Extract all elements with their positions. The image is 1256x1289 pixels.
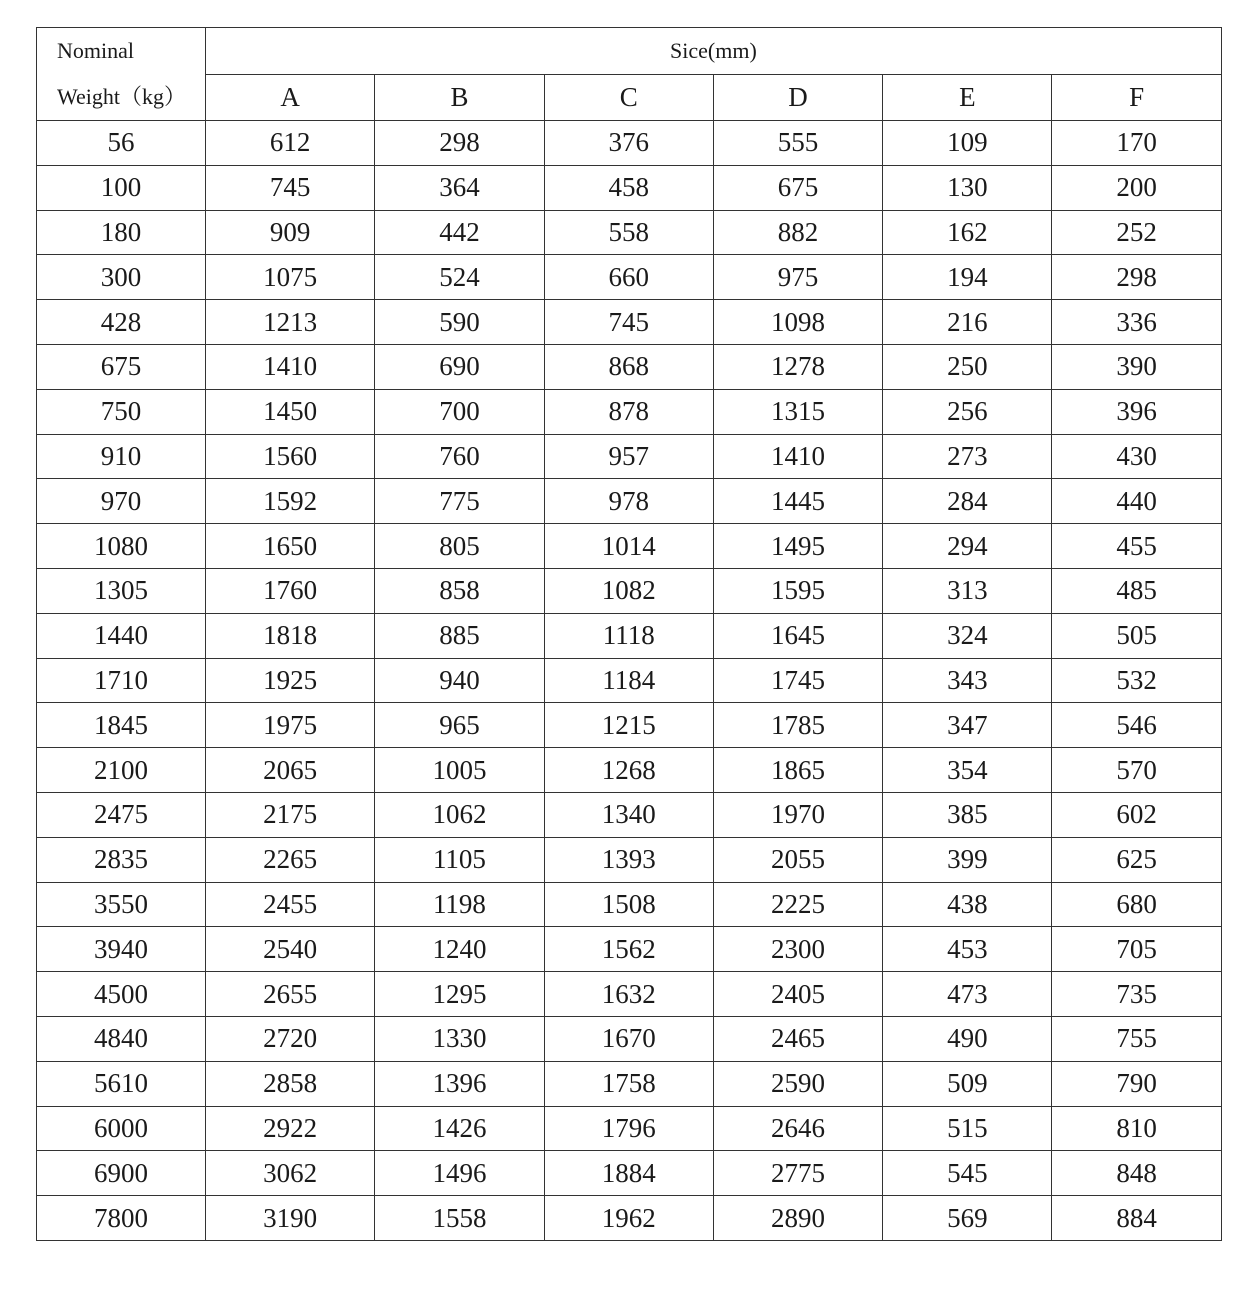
size-a-cell: 1650 [206, 524, 375, 569]
weight-cell: 1440 [37, 613, 206, 658]
size-e-cell: 473 [883, 972, 1052, 1017]
weight-cell: 56 [37, 121, 206, 166]
table-row [37, 1061, 1222, 1106]
size-b-cell: 590 [375, 300, 544, 345]
size-b-cell: 1295 [375, 972, 544, 1017]
size-c-cell: 458 [544, 165, 713, 210]
size-e-cell: 515 [883, 1106, 1052, 1151]
size-b-cell: 940 [375, 658, 544, 703]
size-b-cell: 700 [375, 389, 544, 434]
weight-cell: 1845 [37, 703, 206, 748]
weight-cell: 300 [37, 255, 206, 300]
weight-cell: 675 [37, 344, 206, 389]
size-b-cell: 1062 [375, 792, 544, 837]
size-d-cell: 2300 [713, 927, 882, 972]
size-a-cell: 1450 [206, 389, 375, 434]
size-a-cell: 1213 [206, 300, 375, 345]
weight-cell: 428 [37, 300, 206, 345]
size-d-cell: 1645 [713, 613, 882, 658]
size-c-cell: 1268 [544, 748, 713, 793]
size-c-cell: 1884 [544, 1151, 713, 1196]
size-b-cell: 1558 [375, 1196, 544, 1241]
table-row [37, 1151, 1222, 1196]
size-e-cell: 569 [883, 1196, 1052, 1241]
size-a-cell: 1410 [206, 344, 375, 389]
size-f-cell: 705 [1052, 927, 1221, 972]
size-b-cell: 1330 [375, 1016, 544, 1061]
size-f-cell: 755 [1052, 1016, 1221, 1061]
weight-header-line1: Nominal [57, 38, 134, 63]
weight-cell: 6900 [37, 1151, 206, 1196]
size-d-cell: 1445 [713, 479, 882, 524]
size-c-cell: 1962 [544, 1196, 713, 1241]
size-e-cell: 490 [883, 1016, 1052, 1061]
weight-cell: 2475 [37, 792, 206, 837]
size-f-cell: 602 [1052, 792, 1221, 837]
size-e-cell: 343 [883, 658, 1052, 703]
size-b-cell: 1496 [375, 1151, 544, 1196]
size-a-cell: 2655 [206, 972, 375, 1017]
size-b-cell: 775 [375, 479, 544, 524]
size-f-cell: 532 [1052, 658, 1221, 703]
table-row [37, 255, 1222, 300]
size-c-cell: 1184 [544, 658, 713, 703]
size-b-cell: 1198 [375, 882, 544, 927]
table-row [37, 1106, 1222, 1151]
size-a-cell: 2455 [206, 882, 375, 927]
size-d-cell: 2405 [713, 972, 882, 1017]
size-e-cell: 545 [883, 1151, 1052, 1196]
size-f-cell: 455 [1052, 524, 1221, 569]
column-header-a: A [206, 74, 375, 121]
size-b-cell: 364 [375, 165, 544, 210]
size-c-cell: 558 [544, 210, 713, 255]
size-f-cell: 440 [1052, 479, 1221, 524]
column-header-f: F [1052, 74, 1221, 121]
weight-cell: 6000 [37, 1106, 206, 1151]
size-e-cell: 216 [883, 300, 1052, 345]
weight-cell: 5610 [37, 1061, 206, 1106]
size-d-cell: 555 [713, 121, 882, 166]
size-e-cell: 385 [883, 792, 1052, 837]
size-d-cell: 2646 [713, 1106, 882, 1151]
table-row [37, 389, 1222, 434]
table-row [37, 703, 1222, 748]
size-b-cell: 885 [375, 613, 544, 658]
size-c-cell: 1758 [544, 1061, 713, 1106]
size-c-cell: 1508 [544, 882, 713, 927]
size-f-cell: 485 [1052, 568, 1221, 613]
size-f-cell: 546 [1052, 703, 1221, 748]
size-header: Sice(mm) [206, 28, 1222, 75]
table-row [37, 165, 1222, 210]
weight-cell: 2100 [37, 748, 206, 793]
size-d-cell: 1785 [713, 703, 882, 748]
size-e-cell: 284 [883, 479, 1052, 524]
size-a-cell: 1560 [206, 434, 375, 479]
size-e-cell: 324 [883, 613, 1052, 658]
table-row [37, 121, 1222, 166]
size-f-cell: 680 [1052, 882, 1221, 927]
header-row-top [37, 28, 1222, 75]
size-b-cell: 858 [375, 568, 544, 613]
size-c-cell: 1796 [544, 1106, 713, 1151]
table-row [37, 658, 1222, 703]
size-a-cell: 1925 [206, 658, 375, 703]
column-header-e: E [883, 74, 1052, 121]
size-a-cell: 1592 [206, 479, 375, 524]
size-e-cell: 250 [883, 344, 1052, 389]
size-c-cell: 1632 [544, 972, 713, 1017]
table-row [37, 748, 1222, 793]
weight-header [37, 28, 206, 121]
size-f-cell: 396 [1052, 389, 1221, 434]
table-row [37, 837, 1222, 882]
column-header-c: C [544, 74, 713, 121]
size-d-cell: 882 [713, 210, 882, 255]
size-b-cell: 690 [375, 344, 544, 389]
weight-cell: 3940 [37, 927, 206, 972]
size-a-cell: 1818 [206, 613, 375, 658]
size-b-cell: 1240 [375, 927, 544, 972]
weight-header-line2: Weight（kg） [57, 84, 186, 109]
size-d-cell: 1315 [713, 389, 882, 434]
weight-cell: 1305 [37, 568, 206, 613]
size-e-cell: 509 [883, 1061, 1052, 1106]
size-a-cell: 2065 [206, 748, 375, 793]
table-row [37, 882, 1222, 927]
size-a-cell: 3062 [206, 1151, 375, 1196]
size-d-cell: 1410 [713, 434, 882, 479]
size-e-cell: 354 [883, 748, 1052, 793]
size-c-cell: 745 [544, 300, 713, 345]
size-a-cell: 1075 [206, 255, 375, 300]
size-d-cell: 1595 [713, 568, 882, 613]
size-d-cell: 1278 [713, 344, 882, 389]
weight-cell: 180 [37, 210, 206, 255]
size-f-cell: 884 [1052, 1196, 1221, 1241]
size-b-cell: 760 [375, 434, 544, 479]
weight-cell: 4500 [37, 972, 206, 1017]
size-f-cell: 848 [1052, 1151, 1221, 1196]
table-row [37, 479, 1222, 524]
size-c-cell: 1082 [544, 568, 713, 613]
size-a-cell: 2720 [206, 1016, 375, 1061]
table-row [37, 300, 1222, 345]
weight-cell: 4840 [37, 1016, 206, 1061]
size-e-cell: 256 [883, 389, 1052, 434]
size-f-cell: 790 [1052, 1061, 1221, 1106]
size-f-cell: 570 [1052, 748, 1221, 793]
table-row [37, 524, 1222, 569]
size-a-cell: 2175 [206, 792, 375, 837]
size-a-cell: 612 [206, 121, 375, 166]
size-d-cell: 1865 [713, 748, 882, 793]
size-b-cell: 524 [375, 255, 544, 300]
size-d-cell: 2225 [713, 882, 882, 927]
size-a-cell: 2265 [206, 837, 375, 882]
size-d-cell: 1495 [713, 524, 882, 569]
weight-cell: 1710 [37, 658, 206, 703]
size-a-cell: 909 [206, 210, 375, 255]
size-f-cell: 735 [1052, 972, 1221, 1017]
size-c-cell: 1562 [544, 927, 713, 972]
table-row [37, 434, 1222, 479]
size-b-cell: 1105 [375, 837, 544, 882]
weight-cell: 2835 [37, 837, 206, 882]
size-c-cell: 1340 [544, 792, 713, 837]
column-header-d: D [713, 74, 882, 121]
size-d-cell: 2890 [713, 1196, 882, 1241]
weight-cell: 750 [37, 389, 206, 434]
size-a-cell: 2922 [206, 1106, 375, 1151]
size-b-cell: 805 [375, 524, 544, 569]
size-e-cell: 399 [883, 837, 1052, 882]
size-a-cell: 2858 [206, 1061, 375, 1106]
size-table [36, 27, 1222, 1241]
size-e-cell: 347 [883, 703, 1052, 748]
table-body [37, 121, 1222, 1241]
size-a-cell: 1760 [206, 568, 375, 613]
column-header-b: B [375, 74, 544, 121]
size-e-cell: 453 [883, 927, 1052, 972]
size-f-cell: 810 [1052, 1106, 1221, 1151]
size-d-cell: 2055 [713, 837, 882, 882]
size-f-cell: 298 [1052, 255, 1221, 300]
size-c-cell: 1014 [544, 524, 713, 569]
size-e-cell: 130 [883, 165, 1052, 210]
size-f-cell: 170 [1052, 121, 1221, 166]
size-d-cell: 2590 [713, 1061, 882, 1106]
size-b-cell: 442 [375, 210, 544, 255]
table-row [37, 568, 1222, 613]
table-row [37, 344, 1222, 389]
table-row [37, 1016, 1222, 1061]
size-d-cell: 975 [713, 255, 882, 300]
size-c-cell: 868 [544, 344, 713, 389]
table-row [37, 972, 1222, 1017]
weight-cell: 1080 [37, 524, 206, 569]
weight-cell: 970 [37, 479, 206, 524]
size-f-cell: 505 [1052, 613, 1221, 658]
size-c-cell: 1670 [544, 1016, 713, 1061]
size-e-cell: 294 [883, 524, 1052, 569]
size-e-cell: 162 [883, 210, 1052, 255]
header-row-columns [37, 74, 1222, 121]
size-b-cell: 298 [375, 121, 544, 166]
size-a-cell: 745 [206, 165, 375, 210]
table-row [37, 927, 1222, 972]
size-e-cell: 313 [883, 568, 1052, 613]
size-b-cell: 1005 [375, 748, 544, 793]
weight-cell: 3550 [37, 882, 206, 927]
weight-cell: 910 [37, 434, 206, 479]
size-d-cell: 675 [713, 165, 882, 210]
size-b-cell: 1426 [375, 1106, 544, 1151]
size-c-cell: 660 [544, 255, 713, 300]
size-e-cell: 109 [883, 121, 1052, 166]
table-row [37, 792, 1222, 837]
size-f-cell: 252 [1052, 210, 1221, 255]
size-c-cell: 1118 [544, 613, 713, 658]
size-a-cell: 3190 [206, 1196, 375, 1241]
table-row [37, 613, 1222, 658]
table-row [37, 1196, 1222, 1241]
size-c-cell: 957 [544, 434, 713, 479]
size-d-cell: 1098 [713, 300, 882, 345]
size-a-cell: 2540 [206, 927, 375, 972]
size-f-cell: 430 [1052, 434, 1221, 479]
size-c-cell: 1393 [544, 837, 713, 882]
size-c-cell: 878 [544, 389, 713, 434]
size-f-cell: 200 [1052, 165, 1221, 210]
size-e-cell: 438 [883, 882, 1052, 927]
size-e-cell: 273 [883, 434, 1052, 479]
size-c-cell: 978 [544, 479, 713, 524]
size-e-cell: 194 [883, 255, 1052, 300]
weight-cell: 100 [37, 165, 206, 210]
size-c-cell: 1215 [544, 703, 713, 748]
size-d-cell: 2775 [713, 1151, 882, 1196]
size-d-cell: 1745 [713, 658, 882, 703]
weight-cell: 7800 [37, 1196, 206, 1241]
size-f-cell: 390 [1052, 344, 1221, 389]
size-c-cell: 376 [544, 121, 713, 166]
size-d-cell: 2465 [713, 1016, 882, 1061]
size-b-cell: 965 [375, 703, 544, 748]
table-row [37, 210, 1222, 255]
size-d-cell: 1970 [713, 792, 882, 837]
size-f-cell: 336 [1052, 300, 1221, 345]
size-a-cell: 1975 [206, 703, 375, 748]
size-f-cell: 625 [1052, 837, 1221, 882]
size-b-cell: 1396 [375, 1061, 544, 1106]
